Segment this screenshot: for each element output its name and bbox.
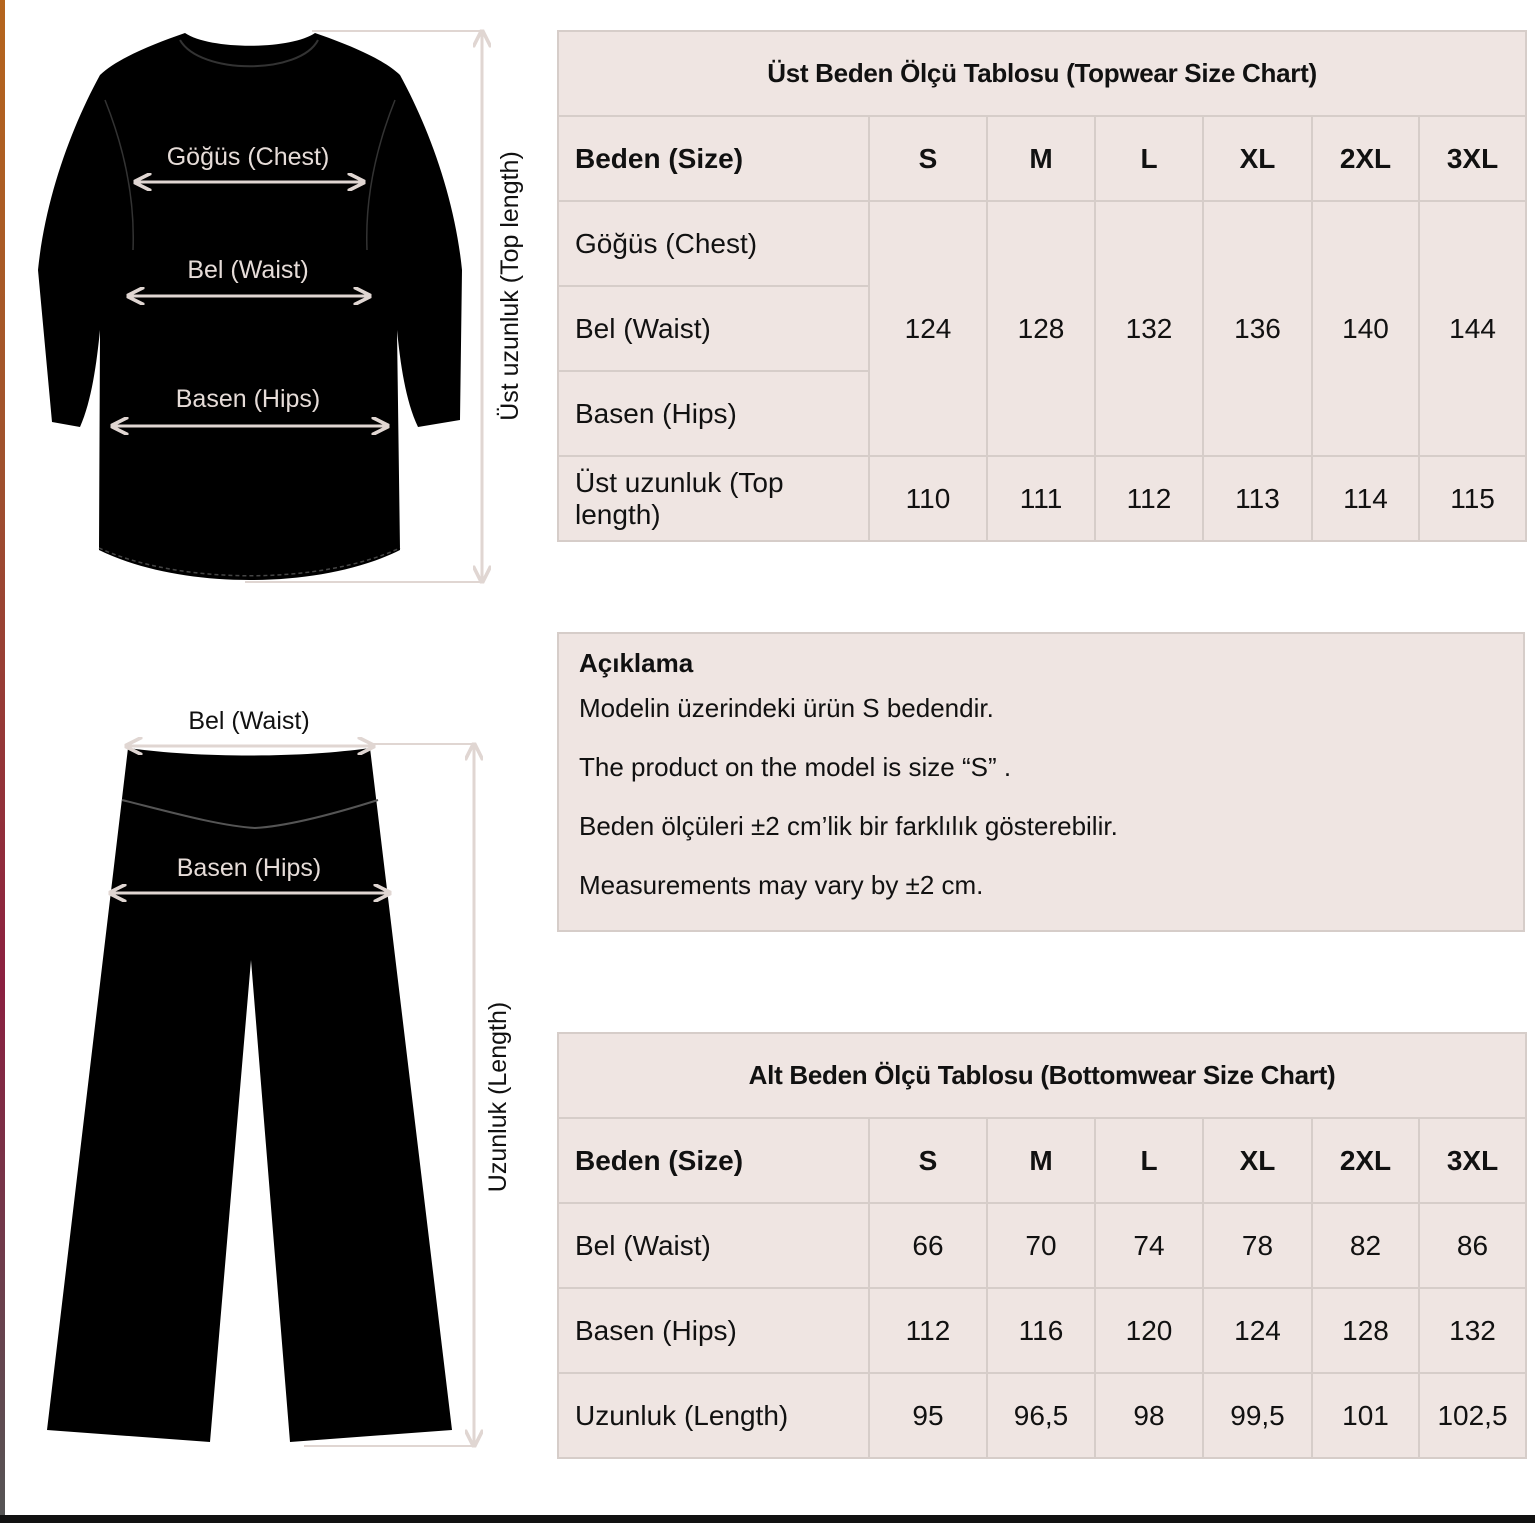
row-label-length: Uzunluk (Length) — [558, 1373, 869, 1458]
value-cell: 99,5 — [1203, 1373, 1312, 1458]
note-line: Measurements may vary by ±2 cm. — [579, 870, 984, 900]
value-cell: 111 — [987, 456, 1095, 541]
size-2xl: 2XL — [1312, 1118, 1419, 1203]
value-cell: 101 — [1312, 1373, 1419, 1458]
value-cell: 110 — [869, 456, 987, 541]
size-xl: XL — [1203, 1118, 1312, 1203]
bottom-edge-strip — [0, 1515, 1535, 1523]
value-cell: 124 — [869, 201, 987, 456]
top-chest-label: Göğüs (Chest) — [166, 143, 330, 171]
value-cell: 116 — [987, 1288, 1095, 1373]
value-cell: 128 — [987, 201, 1095, 456]
value-cell: 102,5 — [1419, 1373, 1526, 1458]
top-garment-icon — [38, 31, 484, 582]
value-cell: 66 — [869, 1203, 987, 1288]
bottomwear-chart-title: Alt Beden Ölçü Tablosu (Bottomwear Size Chart) — [558, 1033, 1526, 1118]
value-cell: 114 — [1312, 456, 1419, 541]
row-label-top-length: Üst uzunluk (Top length) — [558, 456, 869, 541]
size-l: L — [1095, 1118, 1203, 1203]
value-cell: 112 — [869, 1288, 987, 1373]
topwear-size-chart — [557, 30, 1527, 542]
row-label-waist: Bel (Waist) — [558, 1203, 869, 1288]
explanation-note — [557, 632, 1525, 932]
value-cell: 128 — [1312, 1288, 1419, 1373]
size-3xl: 3XL — [1419, 1118, 1526, 1203]
value-cell: 95 — [869, 1373, 987, 1458]
top-waist-label: Bel (Waist) — [187, 256, 309, 284]
size-2xl: 2XL — [1312, 116, 1419, 201]
size-3xl: 3XL — [1419, 116, 1526, 201]
size-s: S — [869, 1118, 987, 1203]
value-cell: 115 — [1419, 456, 1526, 541]
value-cell: 120 — [1095, 1288, 1203, 1373]
row-label-chest: Göğüs (Chest) — [558, 201, 869, 286]
value-cell: 144 — [1419, 201, 1526, 456]
bottomwear-size-chart — [557, 1032, 1527, 1459]
value-cell: 86 — [1419, 1203, 1526, 1288]
note-line: Modelin üzerindeki ürün S bedendir. — [579, 693, 994, 723]
bottom-waist-label: Bel (Waist) — [188, 707, 310, 735]
size-m: M — [987, 1118, 1095, 1203]
value-cell: 112 — [1095, 456, 1203, 541]
value-cell: 82 — [1312, 1203, 1419, 1288]
size-s: S — [869, 116, 987, 201]
note-title: Açıklama — [579, 648, 694, 678]
bottom-length-label: Uzunluk (Length) — [484, 1001, 512, 1193]
value-cell: 78 — [1203, 1203, 1312, 1288]
value-cell: 124 — [1203, 1288, 1312, 1373]
bottom-hips-label: Basen (Hips) — [176, 854, 322, 882]
value-cell: 98 — [1095, 1373, 1203, 1458]
value-cell: 140 — [1312, 201, 1419, 456]
row-label-waist: Bel (Waist) — [558, 286, 869, 371]
top-hips-label: Basen (Hips) — [175, 385, 321, 413]
size-l: L — [1095, 116, 1203, 201]
size-header: Beden (Size) — [558, 116, 869, 201]
value-cell: 132 — [1095, 201, 1203, 456]
size-m: M — [987, 116, 1095, 201]
row-label-hips: Basen (Hips) — [558, 371, 869, 456]
value-cell: 70 — [987, 1203, 1095, 1288]
note-line: Beden ölçüleri ±2 cm’lik bir farklılık gösterebilir. — [579, 811, 1118, 841]
note-line: The product on the model is size “S” . — [579, 752, 1012, 782]
topwear-chart-title: Üst Beden Ölçü Tablosu (Topwear Size Chart) — [558, 31, 1526, 116]
size-header: Beden (Size) — [558, 1118, 869, 1203]
value-cell: 132 — [1419, 1288, 1526, 1373]
value-cell: 96,5 — [987, 1373, 1095, 1458]
size-xl: XL — [1203, 116, 1312, 201]
value-cell: 113 — [1203, 456, 1312, 541]
value-cell: 74 — [1095, 1203, 1203, 1288]
bottom-garment-icon — [47, 744, 476, 1446]
top-length-label: Üst uzunluk (Top length) — [496, 151, 524, 421]
garment-illustrations — [0, 0, 540, 1515]
value-cell: 136 — [1203, 201, 1312, 456]
row-label-hips: Basen (Hips) — [558, 1288, 869, 1373]
